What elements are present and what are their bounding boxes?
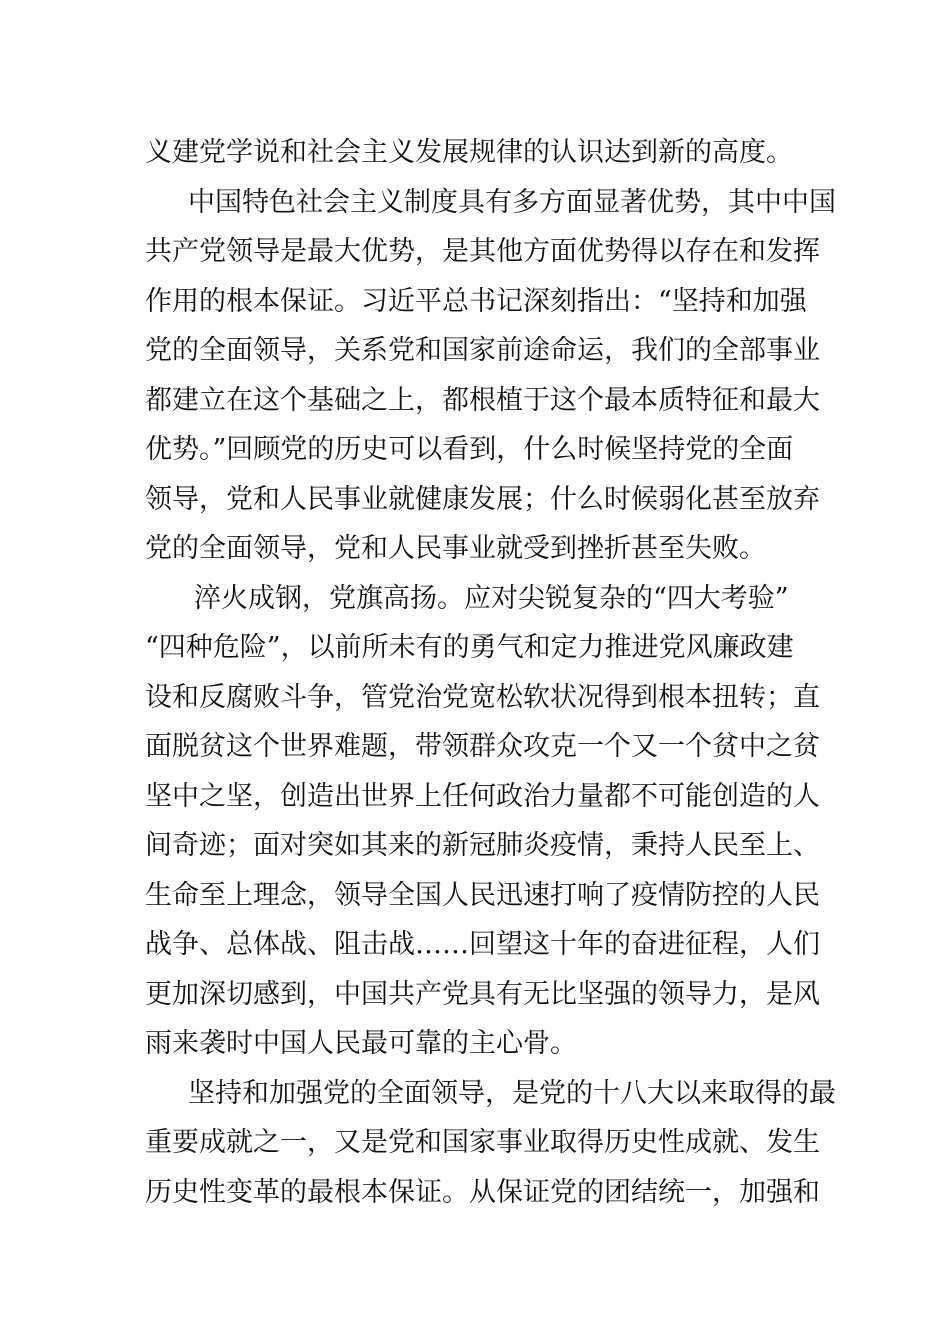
text-line: 共产党领导是最大优势，是其他方面优势得以存在和发挥 xyxy=(145,236,820,267)
text-line: 党的全面领导，党和人民事业就受到挫折甚至失败。 xyxy=(145,533,766,564)
text-line: 面脱贫这个世界难题，带领群众攻克一个又一个贫中之贫 xyxy=(145,731,820,762)
text-line: 间奇迹；面对突如其来的新冠肺炎疫情，秉持人民至上、 xyxy=(145,830,820,861)
text-line: 战争、总体战、阻击战……回望这十年的奋进征程，人们 xyxy=(145,929,820,960)
text-line: 重要成就之一，又是党和国家事业取得历史性成就、发生 xyxy=(145,1127,820,1158)
text-line: 历史性变革的最根本保证。从保证党的团结统一，加强和 xyxy=(145,1177,820,1208)
text-line: 都建立在这个基础之上，都根植于这个最本质特征和最大 xyxy=(145,385,820,416)
text-line: 坚中之坚，创造出世界上任何政治力量都不可能创造的人 xyxy=(145,781,820,812)
text-line: 领导，党和人民事业就健康发展；什么时候弱化甚至放弃 xyxy=(145,484,820,515)
text-line: “四种危险”，以前所未有的勇气和定力推进党风廉政建 xyxy=(145,632,794,663)
paragraph-first-line: 坚持和加强党的全面领导，是党的十八大以来取得的最 xyxy=(188,1078,836,1109)
text-line: 设和反腐败斗争，管党治党宽松软状况得到根本扭转；直 xyxy=(145,682,820,713)
text-line: 更加深切感到，中国共产党具有无比坚强的领导力，是风 xyxy=(145,979,820,1010)
text-line: 党的全面领导，关系党和国家前途命运，我们的全部事业 xyxy=(145,335,820,366)
text-line: 优势。”回顾党的历史可以看到，什么时候坚持党的全面 xyxy=(145,434,794,465)
text-line: 生命至上理念，领导全国人民迅速打响了疫情防控的人民 xyxy=(145,880,820,911)
text-line: 义建党学说和社会主义发展规律的认识达到新的高度。 xyxy=(145,137,793,168)
text-line: 雨来袭时中国人民最可靠的主心骨。 xyxy=(145,1028,577,1059)
text-line: 作用的根本保证。习近平总书记深刻指出：“坚持和加强 xyxy=(145,286,807,317)
paragraph-first-line: 淬火成钢，党旗高扬。应对尖锐复杂的“四大考验” xyxy=(194,583,789,614)
paragraph-first-line: 中国特色社会主义制度具有多方面显著优势，其中中国 xyxy=(188,187,836,218)
